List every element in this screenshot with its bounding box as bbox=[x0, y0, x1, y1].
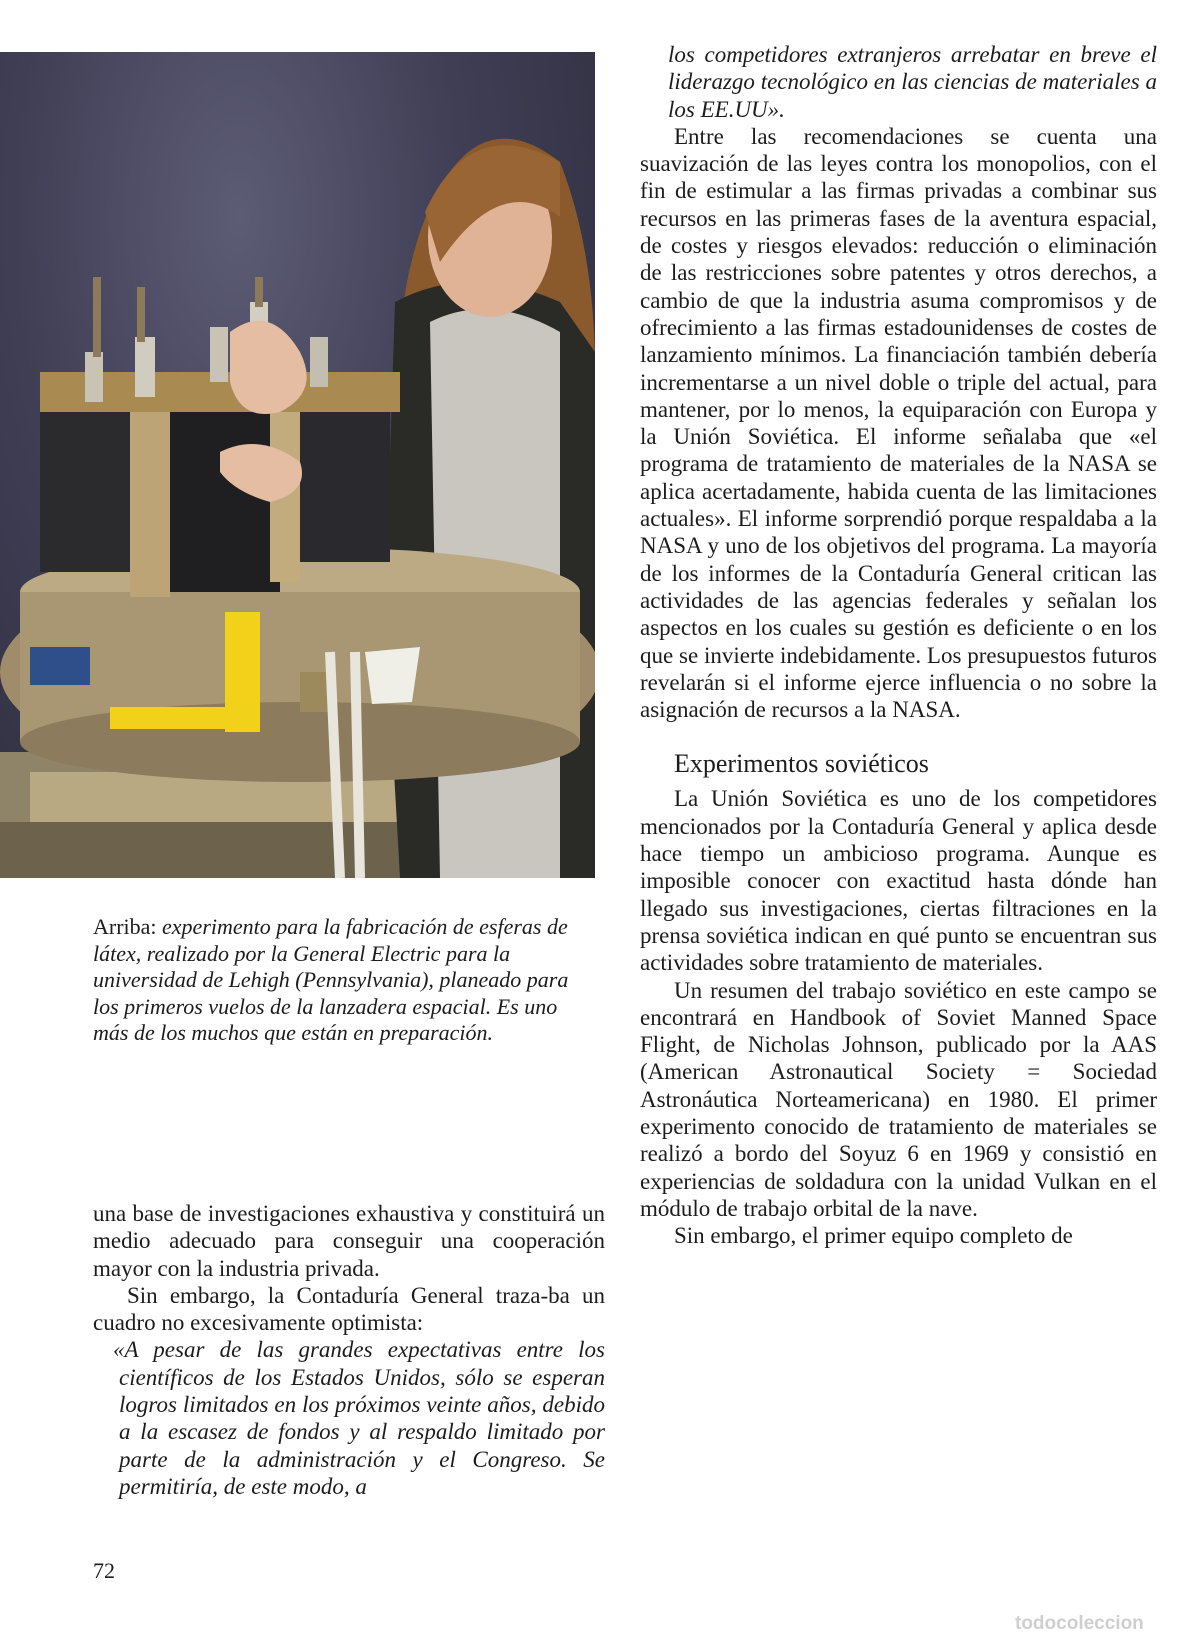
right-quote-end: los competidores extranjeros arrebatar en breve el liderazgo tecnológico en las ciencias de materiales a los EE.UU». bbox=[668, 42, 1157, 122]
caption-lead: Arriba: bbox=[93, 914, 157, 939]
left-paragraph-2: Sin embargo, la Contaduría General traza-ba un cuadro no excesivamente optimista: bbox=[93, 1282, 605, 1336]
section-heading: Experimentos soviéticos bbox=[674, 749, 929, 779]
page-number: 72 bbox=[93, 1558, 115, 1583]
right-paragraph-1: Entre las recomendaciones se cuenta una suavización de las leyes contra los monopolios, con el fin de estimular a las firmas privadas a combinar sus recursos en las primeras fases de la aventura espacial, de costes y riesgos elevados: reducción o eliminación de las restricciones sobre patentes y otros derechos, a cambio de que la industria asuma compromisos y de ofrecimiento a las firmas estadounidenses de costes de lanzamiento mínimos. La financiación también debería incrementarse a un nivel doble o triple del actual, para mantener, por lo menos, la equiparación con Europa y la Unión Soviética. El informe señalaba que «el programa de tratamiento de materiales de la NASA se aplica acertadamente, habida cuenta de las limitaciones actuales». El informe sorprendió porque respaldaba a la NASA y uno de los objetivos del programa. La mayoría de los informes de la Contaduría General critican las actividades de las agencias federales y señalan los aspectos en los cuales su gestión es deficiente o en los que se invierte indebidamente. Los presupuestos futuros revelarán si el informe ejerce influencia o no sobre la asignación de recursos a la NASA. bbox=[640, 123, 1157, 723]
left-paragraph-1: una base de investigaciones exhaustiva y constituirá un medio adecuado para conseguir una cooperación mayor con la industria privada. bbox=[93, 1201, 605, 1281]
watermark: todocoleccion bbox=[1015, 1613, 1144, 1634]
left-column bbox=[93, 1200, 605, 1500]
photo-caption bbox=[93, 914, 593, 1047]
right-column bbox=[640, 41, 1157, 1249]
right-paragraph-3: Un resumen del trabajo soviético en este campo se encontrará en Handbook of Soviet Manned Space Flight, de Nicholas Johnson, publicado por la AAS (American Astronautical Society = Sociedad Astronáutica Norteamericana) en 1980. El primer experimento conocido de tratamiento de materiales se realizó a bordo del Soyuz 6 en 1969 y consistió en experiencias de soldadura con la unidad Vulkan en el módulo de trabajo orbital de la nave. bbox=[640, 977, 1157, 1221]
photo-latex-experiment bbox=[0, 52, 595, 878]
left-quote: «A pesar de las grandes expectativas entre los científicos de los Estados Unidos, sólo se esperan logros limitados en los próximos veinte años, debido a la escasez de fondos y al respaldo limitado por parte de la administración y el Congreso. Se permitiría, de este modo, a bbox=[113, 1337, 605, 1499]
right-paragraph-2: La Unión Soviética es uno de los competidores mencionados por la Contaduría General y aplica desde hace tiempo un ambicioso programa. Aunque es imposible conocer con exactitud hasta dónde han llegado sus investigaciones, ciertas filtraciones en la prensa soviética indican en qué punto se encuentran sus actividades sobre tratamiento de materiales. bbox=[640, 786, 1157, 976]
right-paragraph-4: Sin embargo, el primer equipo completo de bbox=[674, 1223, 1073, 1249]
caption-text: experimento para la fabricación de esferas de látex, realizado por la General Electric para la universidad de Lehigh (Pennsylvania), planeado para los primeros vuelos de la lanzadera espacial. Es uno más de los muchos que están en preparación. bbox=[93, 914, 569, 1046]
